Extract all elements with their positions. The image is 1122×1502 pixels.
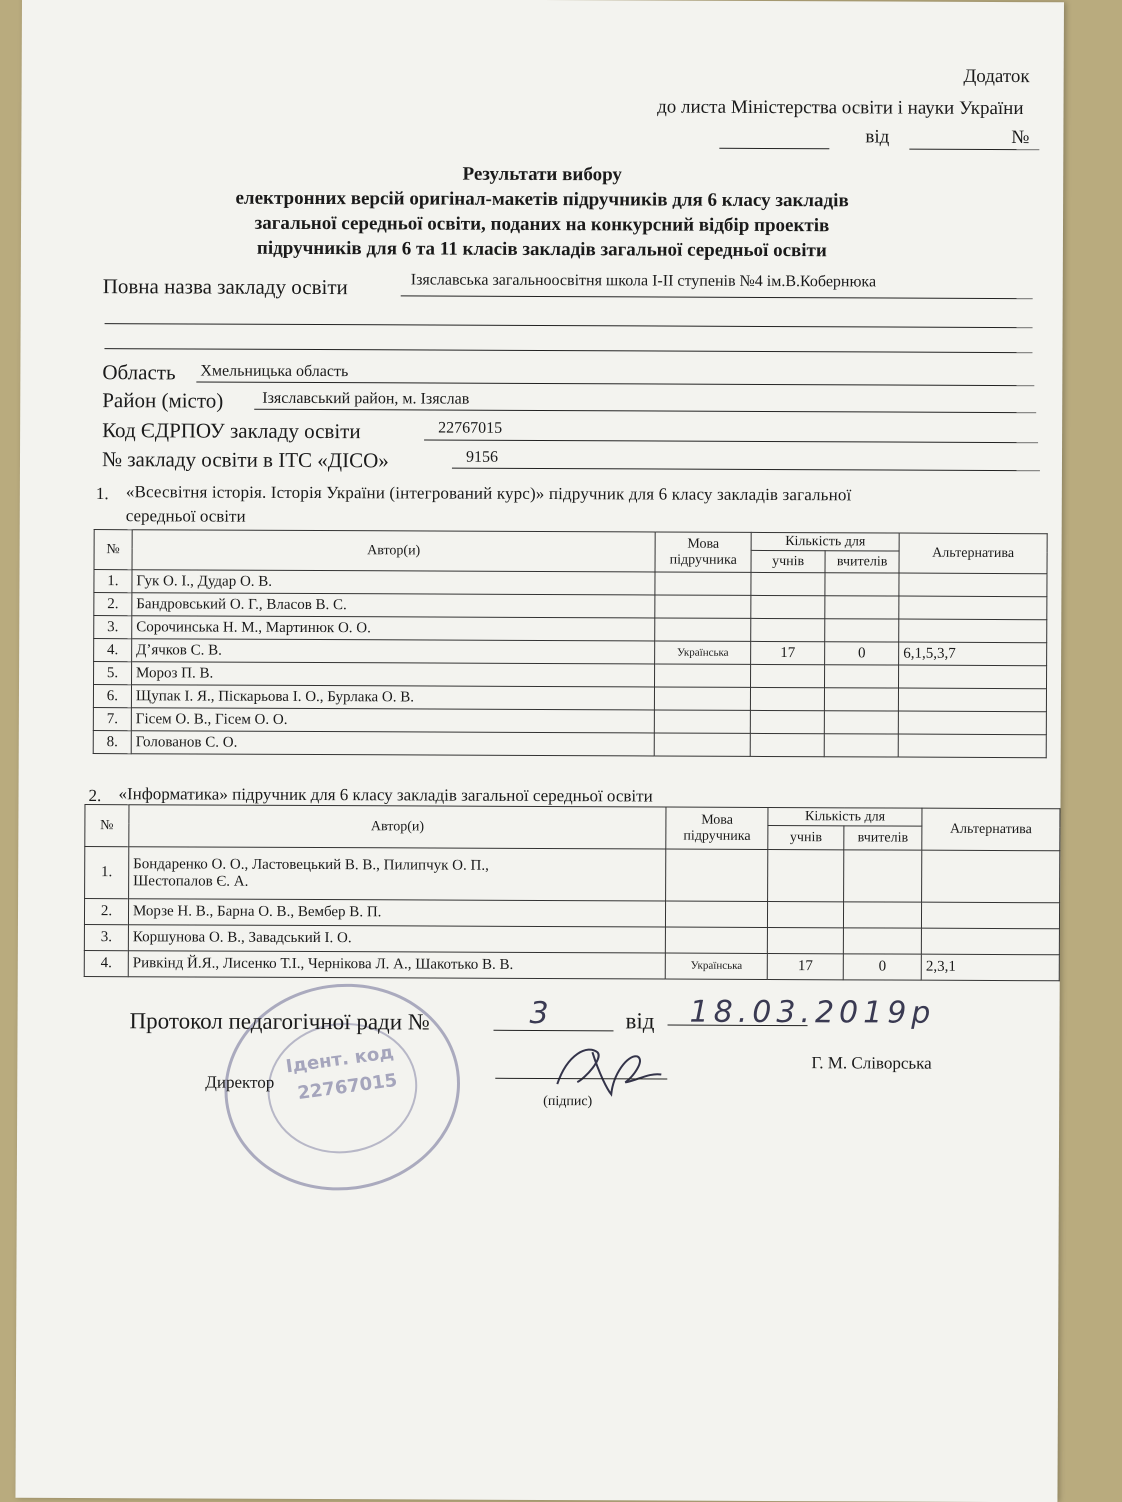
from-label: від bbox=[865, 126, 890, 148]
school-line-2 bbox=[105, 323, 1033, 328]
title-line-3: загальної середньої освіти, поданих на конкурсний відбір проектів bbox=[254, 212, 830, 237]
section1-title-line-1: «Всесвітня історія. Історія України (інтегрований курс)» підручник для 6 класу закладів загальної bbox=[125, 482, 852, 505]
edrpou-value: 22767015 bbox=[438, 419, 503, 437]
row-students: 17 bbox=[751, 641, 825, 664]
number-prefix: № bbox=[1011, 127, 1030, 149]
addendum-label: Додаток bbox=[963, 65, 1030, 88]
region-value: Хмельницька область bbox=[200, 362, 349, 381]
row-authors: Гук О. І., Дудар О. В. bbox=[132, 570, 655, 595]
edrpou-line bbox=[424, 439, 1038, 443]
table-row bbox=[93, 731, 1046, 758]
school-value: Ізяславська загальноосвітня школа І-ІІ ступенів №4 ім.В.Кобернюка bbox=[410, 271, 877, 291]
header-language-line-1: Мова bbox=[687, 536, 720, 552]
row-number: 1. bbox=[85, 847, 129, 899]
row-authors-line-2: Шестопалов Є. А. bbox=[133, 872, 249, 890]
header-language bbox=[666, 807, 768, 849]
header-no: № bbox=[85, 805, 129, 847]
row-authors: Сорочинська Н. М., Мартинюк О. О. bbox=[132, 616, 655, 641]
school-label: Повна назва закладу освіти bbox=[102, 274, 348, 300]
row-authors: Голованов С. О. bbox=[131, 731, 654, 756]
protocol-number-line bbox=[494, 1030, 614, 1032]
header-teachers: вчителів bbox=[825, 551, 899, 573]
itc-line bbox=[452, 468, 1040, 472]
title-line-1: Результати вибору bbox=[462, 163, 622, 186]
row-authors: Д’ячков С. В. bbox=[132, 639, 655, 664]
stamp-code-value: 22767015 bbox=[296, 1069, 399, 1105]
protocol-date: 18.03.2019р bbox=[689, 994, 936, 1031]
header-students: учнів bbox=[751, 550, 825, 572]
protocol-from-label: від bbox=[625, 1008, 655, 1034]
row-number: 7. bbox=[93, 708, 131, 731]
addendum-letter-of: до листа Міністерства освіти і науки України bbox=[657, 96, 1024, 120]
edrpou-label: Код ЄДРПОУ закладу освіти bbox=[102, 418, 361, 444]
table-row bbox=[84, 951, 1059, 981]
row-alternative: 6,1,5,3,7 bbox=[899, 642, 1047, 666]
section1-table bbox=[93, 529, 1048, 758]
table-row bbox=[85, 847, 1060, 903]
header-authors: Автор(и) bbox=[129, 805, 666, 849]
region-line bbox=[196, 381, 1034, 386]
row-number: 8. bbox=[93, 731, 131, 754]
district-label: Район (місто) bbox=[102, 388, 224, 413]
row-number: 3. bbox=[94, 616, 132, 639]
document-sheet bbox=[15, 0, 1064, 1502]
itc-label: № закладу освіти в ІТС «ДІСО» bbox=[101, 447, 389, 473]
row-authors: Щупак І. Я., Піскарьова І. О., Бурлака О. В. bbox=[131, 685, 654, 710]
header-count-for: Кількість для bbox=[768, 807, 922, 826]
protocol-label: Протокол педагогічної ради № bbox=[129, 1008, 430, 1035]
district-value: Ізяславський район, м. Ізяслав bbox=[262, 389, 470, 408]
row-number: 1. bbox=[94, 570, 132, 593]
signature-caption: (підпис) bbox=[543, 1094, 593, 1110]
row-teachers: 0 bbox=[843, 954, 921, 980]
row-authors: Коршунова О. В., Завадський І. О. bbox=[128, 925, 665, 953]
header-language-line-1: Мова bbox=[701, 812, 734, 828]
title-line-2: електронних версій оригінал-макетів підручників для 6 класу закладів bbox=[235, 187, 849, 212]
header-count-for: Кількість для bbox=[751, 532, 899, 551]
header-teachers: вчителів bbox=[844, 826, 922, 850]
protocol-number: 3 bbox=[529, 995, 554, 1032]
director-name: Г. М. Сліворська bbox=[811, 1053, 932, 1073]
row-authors bbox=[129, 847, 666, 901]
row-number: 4. bbox=[94, 639, 132, 662]
header-language-line-2: підручника bbox=[669, 552, 737, 568]
date-blank bbox=[909, 149, 1039, 151]
row-teachers: 0 bbox=[825, 642, 899, 665]
row-authors: Ривкінд Й.Я., Лисенко Т.І., Чернікова Л. А., Шакотько В. В. bbox=[128, 951, 665, 979]
row-number: 6. bbox=[93, 685, 131, 708]
number-blank bbox=[719, 148, 829, 149]
row-number: 2. bbox=[94, 593, 132, 616]
school-line-3 bbox=[104, 348, 1032, 353]
row-students: 17 bbox=[767, 953, 843, 979]
region-label: Область bbox=[102, 360, 176, 385]
header-no: № bbox=[94, 530, 132, 570]
section1-number: 1. bbox=[95, 484, 109, 504]
row-authors: Морзе Н. В., Барна О. В., Вембер В. П. bbox=[128, 899, 665, 927]
row-authors: Бандровський О. Г., Власов В. С. bbox=[132, 593, 655, 618]
header-language-line-2: підручника bbox=[683, 828, 751, 844]
header-alternative: Альтернатива bbox=[899, 533, 1047, 574]
row-number: 4. bbox=[84, 951, 128, 977]
header-students: учнів bbox=[768, 825, 844, 849]
title-line-4: підручників для 6 та 11 класів закладів загальної середньої освіти bbox=[256, 237, 827, 262]
stamp-code-label: Ідент. код bbox=[284, 1041, 396, 1078]
row-authors: Гісем О. В., Гісем О. О. bbox=[131, 708, 654, 733]
row-number: 2. bbox=[84, 899, 128, 925]
school-line-1 bbox=[401, 295, 1033, 299]
district-line bbox=[254, 409, 1036, 413]
header-authors: Автор(и) bbox=[132, 530, 655, 572]
section2-title: «Інформатика» підручник для 6 класу закладів загальної середньої освіти bbox=[118, 784, 653, 806]
row-authors-line-1: Бондаренко О. О., Ластовецький В. В., Пилипчук О. П., bbox=[133, 856, 489, 874]
section1-title-line-2: середньої освіти bbox=[125, 506, 246, 526]
header-language bbox=[655, 532, 751, 572]
section2-table bbox=[84, 804, 1061, 981]
row-number: 5. bbox=[94, 662, 132, 685]
addendum-number-line bbox=[689, 126, 1029, 149]
row-number: 3. bbox=[84, 925, 128, 951]
itc-value: 9156 bbox=[465, 448, 499, 466]
row-language: Українська bbox=[655, 641, 751, 664]
director-label: Директор bbox=[205, 1072, 275, 1092]
row-authors: Мороз П. В. bbox=[131, 662, 654, 687]
row-language: Українська bbox=[665, 953, 767, 979]
row-alternative: 2,3,1 bbox=[921, 954, 1059, 981]
header-alternative: Альтернатива bbox=[922, 808, 1060, 851]
section2-number: 2. bbox=[88, 786, 102, 806]
